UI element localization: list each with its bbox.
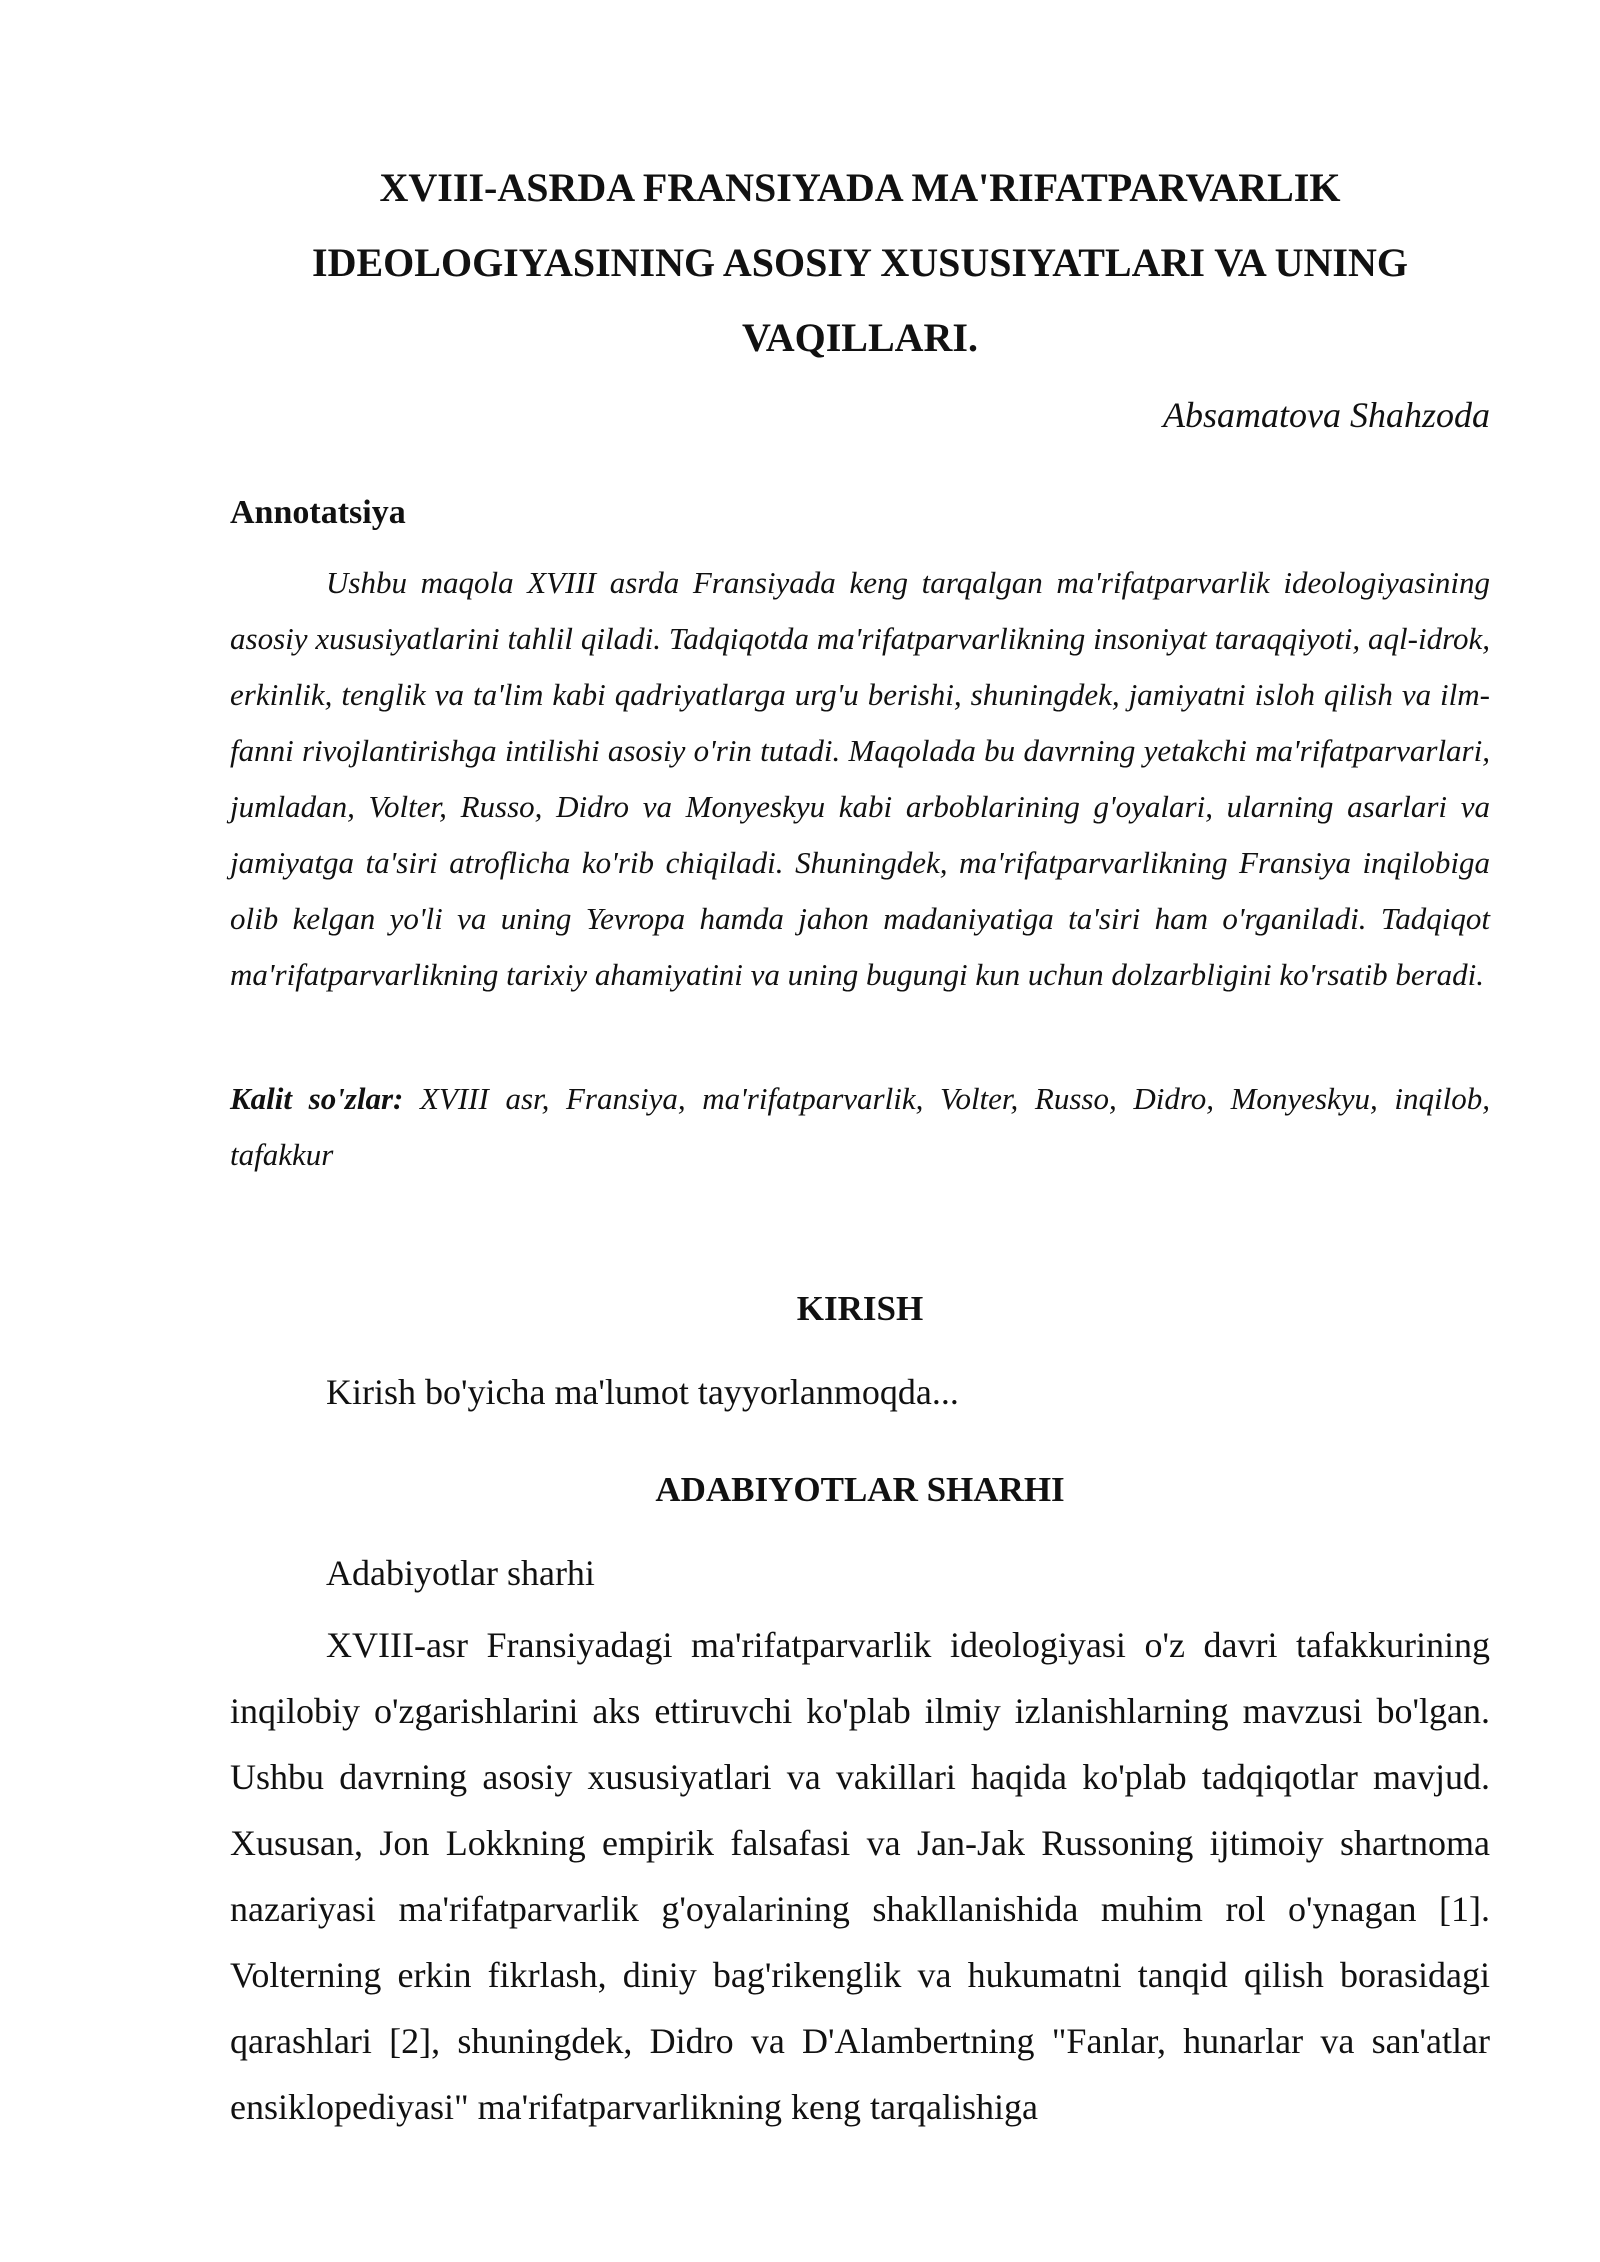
keywords-label: Kalit so'zlar:	[230, 1081, 404, 1116]
annotation-heading: Annotatsiya	[230, 494, 406, 531]
section-heading-literature: ADABIYOTLAR SHARHI	[655, 1470, 1065, 1509]
section-heading-intro: KIRISH	[796, 1289, 924, 1328]
document-title	[230, 150, 1490, 375]
annotation-text: Ushbu maqola XVIII asrda Fransiyada keng tarqalgan ma'rifatparvarlik ideologiyasining asosiy xususiyatlarini tahlil qiladi. Tadqiqotda ma'rifatparvarlikning insoniyat taraqqiyoti, aql-idrok, erkinlik, tenglik va ta'lim kabi qadriyatlarga urg'u berishi, shuningdek, jamiyatni isloh qilish va ilm-fanni rivojlantirishga intilishi asosiy o'rin tutadi. Maqolada bu davrning yetakchi ma'rifatparvarlari, jumladan, Volter, Russo, Didro va Monyeskyu kabi arboblarining g'oyalari, ularning asarlari va jamiyatga ta'siri atroflicha ko'rib chiqiladi. Shuningdek, ma'rifatparvarlikning Fransiya inqilobiga olib kelgan yo'li va uning Yevropa hamda jahon madaniyatiga ta'siri ham o'rganiladi. Tadqiqot ma'rifatparvarlikning tarixiy ahamiyatini va uning bugungi kun uchun dolzarbligini ko'rsatib beradi.	[230, 565, 1490, 992]
literature-subtitle: Adabiyotlar sharhi	[326, 1553, 595, 1593]
intro-text: Kirish bo'yicha ma'lumot tayyorlanmoqda...	[326, 1372, 959, 1412]
keywords-text: XVIII asr, Fransiya, ma'rifatparvarlik, Volter, Russo, Didro, Monyeskyu, inqilob, tafakkur	[230, 1081, 1490, 1172]
author-name: Absamatova Shahzoda	[1163, 395, 1490, 435]
title-line-2: IDEOLOGIYASINING ASOSIY XUSUSIYATLARI VA UNING	[312, 240, 1408, 285]
title-line-1: XVIII-ASRDA FRANSIYADA MA'RIFATPARVARLIK	[379, 165, 1341, 210]
literature-paragraph: XVIII-asr Fransiyadagi ma'rifatparvarlik ideologiyasi o'z davri tafakkurining inqilobiy o'zgarishlarini aks ettiruvchi ko'plab ilmiy izlanishlarning mavzusi bo'lgan. Ushbu davrning asosiy xususiyatlari va vakillari haqida ko'plab tadqiqotlar mavjud. Xususan, Jon Lokkning empirik falsafasi va Jan-Jak Russoning ijtimoiy shartnoma nazariyasi ma'rifatparvarlik g'oyalarining shakllanishida muhim rol o'ynagan [1]. Volterning erkin fikrlash, diniy bag'rikenglik va hukumatni tanqid qilish borasidagi qarashlari [2], shuningdek, Didro va D'Alambertning "Fanlar, hunarlar va san'atlar ensiklopediyasi" ma'rifatparvarlikning keng tarqalishiga	[230, 1625, 1490, 2127]
title-line-3: VAQILLARI.	[742, 315, 978, 360]
keywords-paragraph	[230, 1071, 1490, 1183]
